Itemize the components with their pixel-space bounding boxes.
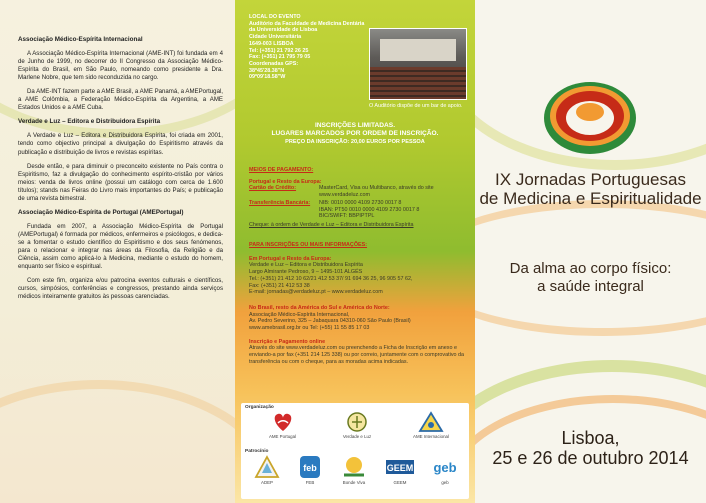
middle-panel: [235, 0, 475, 503]
event-city: Lisboa,: [561, 428, 620, 448]
payment-header: MEIOS DE PAGAMENTO:: [249, 167, 314, 173]
auditorium-seats: [370, 67, 466, 99]
paragraph: Com este fim, organiza e/ou patrocina eventos culturais e científicos, cursos, simpósios, conferências e congressos, prestando ainda serviços médicos inteiramente gratuitos às pessoas carenciadas.: [18, 277, 223, 301]
venue-line: Coordenadas GPS:: [249, 60, 299, 67]
registration-line: Largo Almirante Pedroso, 9 – 1495-101 ALGÉS: [249, 269, 363, 276]
paragraph: A Verdade e Luz – Editora e Distribuidora Espírita, foi criada em 2001, tendo como objectivo principal a divulgação do Espiritismo através da publicação e distribuição de livros e revistas espíritas.: [18, 132, 223, 156]
payment-region: Portugal e Resto da Europa:: [249, 178, 322, 185]
payment-transfer-label: Transferência Bancária:: [249, 199, 311, 206]
venue-block: [249, 14, 369, 81]
event-subtitle: [475, 260, 706, 296]
registration-br-title: No Brasil, resto da América do Sul e América do Norte:: [249, 304, 390, 311]
logo-caption: AME Internacional: [413, 434, 449, 439]
registration-line: Tel.: (+351) 21 412 10 62/21 412 53 37/ 91 694 36 25, 96 905 57 62,: [249, 275, 413, 282]
limited-block: [245, 122, 465, 146]
geb-logo: [425, 455, 465, 485]
registration-line: Fax: (+351) 21 412 53 38: [249, 282, 310, 289]
event-place-date: [475, 428, 706, 468]
paragraph: Fundada em 2007, a Associação Médico-Espírita de Portugal (AMEPortugal) é formada por médicos, enfermeiros e psicólogos, e dedica-se a fomentar o estudo científico do Espiritismo e dos seus fenómenos, para o relacionar e integrar nas áreas da Filosofia, da Religião e da Ciência, assim como aplicá-lo à Medicina, mediante o estudo do homem, enquanto ser físico e espiritual.: [18, 222, 223, 271]
event-logo: [540, 78, 640, 158]
paragraph: A Associação Médico-Espírita Internacional (AME-INT) foi fundada em 4 de Junho de 1999, no decorrer do II Congresso da Associação Médico-Espírita do Brasil, em São Paulo, nomeando como presidente a Dra. Marlene Nobre, que tem sido reconduzida no cargo.: [18, 50, 223, 82]
payment-transfer-line: IBAN: PT50 0010 0000 4109 2730 0017 8: [319, 206, 420, 213]
registration-line: Associação Médico-Espírita Internacional,: [249, 311, 350, 318]
auditorium-stage: [380, 39, 456, 61]
venue-line: Fax: (+351) 21 795 79 05: [249, 54, 311, 61]
verdade-luz-logo: [327, 411, 387, 439]
ame-portugal-logo: [255, 411, 310, 439]
registration-line: Verdade e Luz – Editora e Distribuidora Espírita: [249, 262, 363, 269]
right-panel: [475, 0, 706, 503]
venue-line: da Universidade de Lisboa: [249, 27, 318, 34]
logo-caption: Bonde Viva: [342, 480, 366, 485]
adep-logo: [247, 455, 287, 485]
online-title: Inscrição e Pagamento online: [249, 338, 326, 345]
registration-line: www.amebrasil.org.br ou Tel: (+55) 11 55 85 17 03: [249, 325, 370, 332]
section-title: Associação Médico-Espírita Internacional: [18, 36, 143, 43]
event-dates: 25 e 26 de outubro 2014: [492, 448, 689, 468]
sponsorship-label: Patrocínio: [245, 449, 269, 454]
registration-line: E-mail: jornadas@verdadeluz.pt – www.verdadeluz.com: [249, 289, 383, 296]
registration-header: PARA INSCRIÇÕES OU MAIS INFORMAÇÕES:: [249, 242, 367, 248]
left-panel: [0, 0, 235, 503]
event-subtitle-line: Da alma ao corpo físico:: [509, 260, 672, 277]
limited-line: INSCRIÇÕES LIMITADAS.: [314, 122, 396, 129]
venue-line: Cidade Universitária: [249, 34, 302, 41]
bonde-viva-logo: [333, 455, 375, 485]
venue-line: Tel: (+351) 21 792 26 25: [249, 47, 309, 54]
auditorium-photo: [369, 28, 467, 100]
logo-caption: geb: [441, 480, 449, 485]
online-text: Através do site www.verdadeluz.com ou preenchendo a Ficha de Inscrição em anexo e enviando-a por fax (+351 214 125 338) ou por correio, juntamente com o comprovativo da transferência ou com o cheque, para as moradas acima indicadas.: [249, 345, 465, 365]
ame-internacional-logo: [401, 411, 461, 439]
event-title-line: IX Jornadas Portuguesas: [495, 170, 686, 189]
payment-transfer-line: NIB: 0010 0000 4109 2730 0017 8: [319, 199, 402, 206]
section-title: Associação Médico-Espírita de Portugal (AMEPortugal): [18, 208, 184, 216]
price-line: PREÇO DA INSCRIÇÃO: 20,00 EUROS POR PESSOA: [285, 139, 425, 145]
left-text: [18, 36, 223, 307]
venue-line: 1649-003 LISBOA: [249, 40, 294, 47]
logo-caption: ADEP: [261, 480, 273, 485]
svg-text:feb: feb: [303, 463, 317, 473]
venue-header: LOCAL DO EVENTO: [249, 14, 301, 20]
svg-text:GEEM: GEEM: [386, 463, 414, 473]
venue-line: 09º09'18.58"W: [249, 74, 286, 81]
limited-line: LUGARES MARCADOS POR ORDEM DE INSCRIÇÃO.: [271, 130, 439, 137]
payment-cheque: Cheque: à ordem de Verdade e Luz – Editora e Distribuidora Espírita: [249, 221, 414, 228]
svg-text:geb: geb: [433, 460, 457, 475]
feb-logo: [291, 455, 329, 485]
logo-caption: Verdade e Luz: [342, 434, 372, 439]
logo-caption: GEEM: [393, 480, 407, 485]
organization-label: Organização: [245, 405, 274, 410]
paragraph: Da AME-INT fazem parte a AME Brasil, a AME Panamá, a AMEPortugal, a AME Colômbia, a Federação Médico-Espírita da Argentina, a AME Estados Unidos e a AME Cuba.: [18, 88, 223, 112]
logo-caption: AME Portugal: [268, 434, 297, 439]
payment-transfer-line: BIC/SWIFT: BBPIPTPL: [319, 213, 375, 220]
registration-line: Av. Pedro Severino, 325 – Jabaquara 04310-060 São Paulo (Brasil): [249, 318, 411, 325]
section-title: Verdade e Luz – Editora e Distribuidora Espírita: [18, 118, 161, 126]
venue-line: 38º45'28.38"N: [249, 67, 285, 74]
venue-line: Auditório da Faculdade de Medicina Dentária: [249, 20, 365, 27]
payment-card-text: MasterCard, Visa ou Multibanco, através do site www.verdadeluz.com: [319, 185, 434, 199]
logos-box: [241, 403, 469, 499]
payment-card-label: Cartão de Crédito:: [249, 185, 297, 192]
geem-logo: [379, 455, 421, 485]
decorative-swirl: [0, 380, 235, 503]
payment-block: [249, 167, 464, 229]
logo-caption: FEB: [305, 480, 315, 485]
event-subtitle-line: a saúde integral: [537, 278, 644, 295]
registration-block: [249, 242, 464, 366]
event-title: [475, 170, 706, 208]
venue-note: O Auditório dispõe de um bar de apoio.: [369, 103, 463, 109]
paragraph: Desde então, e para diminuir o preconceito existente no País contra o Espiritismo, faz a divulgação do conhecimento espírito-cristão por vários meios: venda de livros online (possui um catálogo com cerca de 1.600 títulos); stands nas Feiras do Livro mais importantes do País; e publicação de uma revista bimestral.: [18, 162, 223, 202]
event-title-line: de Medicina e Espiritualidade: [479, 189, 702, 208]
registration-eu-title: Em Portugal e Resto da Europa:: [249, 255, 332, 262]
